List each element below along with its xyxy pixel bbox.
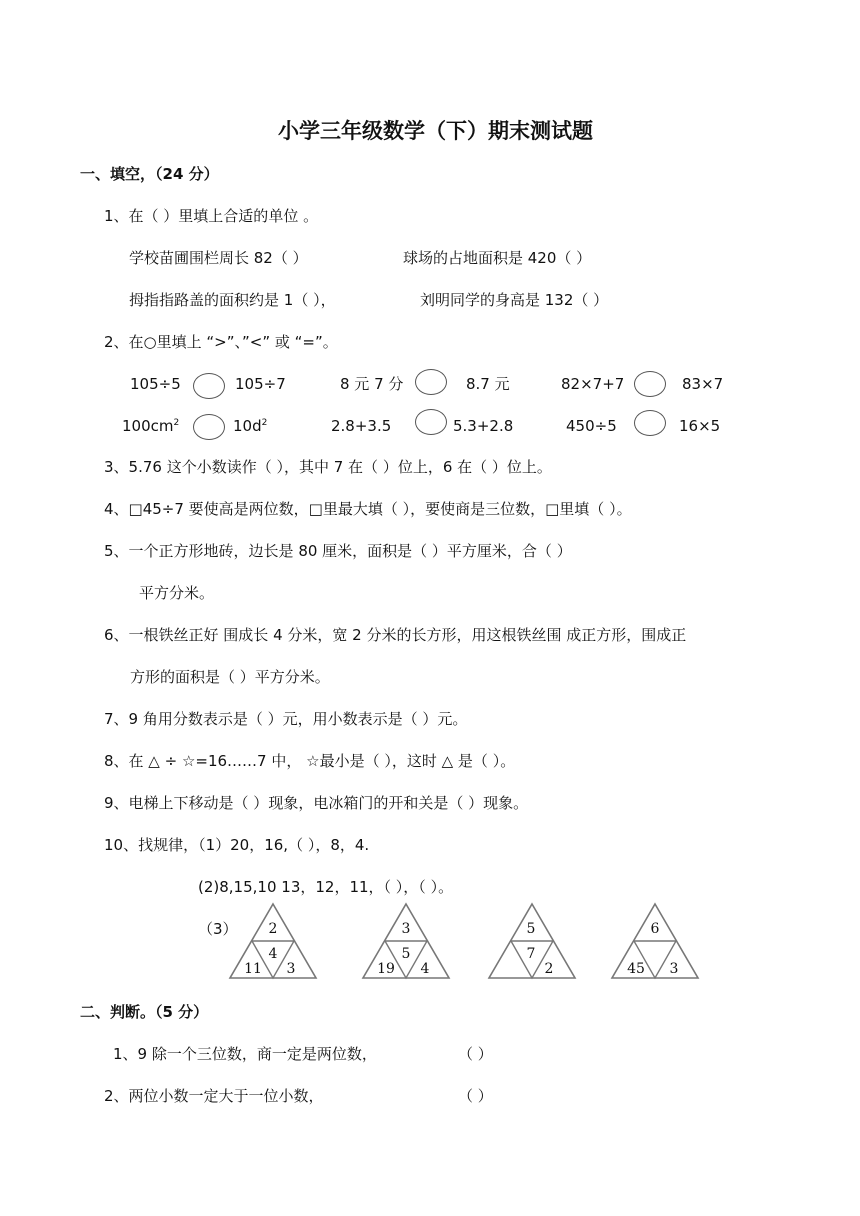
triangle-top-number: 3 [401,921,411,937]
triangle-top-number: 2 [268,921,278,937]
section1-heading: 一、填空，（24 分） [80,165,219,183]
q10-text: 10、找规律，（1）20，16,（ ），8，4. [104,836,370,854]
compare-circle[interactable] [193,414,225,440]
compare-circle[interactable] [634,371,666,397]
compare-circle[interactable] [193,373,225,399]
triangle-right-number: 4 [420,961,430,977]
q4-text: 4、□45÷7 要使高是两位数，□里最大填（ ），要使商是三位数，□里填（ ）。 [104,500,632,518]
q2-r1c1-right: 105÷7 [235,375,286,393]
triangle-right-number: 3 [669,961,679,977]
compare-circle[interactable] [634,410,666,436]
q5-text-cont: 平方分米。 [139,584,215,602]
compare-circle[interactable] [415,369,447,395]
q1-line1b: 球场的占地面积是 420（ ） [403,249,592,267]
q2-r1c1-left: 105÷5 [130,375,181,393]
q1-line1a: 学校苗圃围栏周长 82（ ） [129,249,308,267]
judge-q2-answer[interactable]: （ ） [458,1087,493,1105]
judge-q1: 1、9 除一个三位数，商一定是两位数， [113,1045,377,1063]
judge-q1-answer[interactable]: （ ） [458,1045,493,1063]
q1-line2a: 拇指指路盖的面积约是 1（ ）， [129,291,336,309]
q2-r2c1-right: $10d^2$ [233,417,268,435]
section2-heading: 二、判断。（5 分） [80,1003,209,1021]
q2-r2c1-left: $100cm^2$ [122,417,180,435]
triangle-top-number: 6 [650,921,660,937]
q9-text: 9、电梯上下移动是（ ）现象，电冰箱门的开和关是（ ）现象。 [104,794,529,812]
q10-sequence-2: (2)8,15,10 13，12，11，（ ），（ ）。 [198,878,454,896]
q1-line2b: 刘明同学的身高是 132（ ） [420,291,609,309]
q2-r2c2-left: 2.8+3.5 [331,417,392,435]
page-title: 小学三年级数学（下）期末测试题 [278,119,593,143]
q2-r1c3-left: 82×7+7 [561,375,625,393]
q2-r1c2-right: 8.7 元 [466,375,510,393]
triangle-center-number: 5 [401,946,411,962]
q2-r1c3-right: 83×7 [682,375,724,393]
q10-part3-label: （3） [198,920,238,938]
triangle-center-number: 7 [526,946,536,962]
triangle-right-number: 2 [544,961,554,977]
triangle-right-number: 3 [286,961,296,977]
q6-text-cont: 方形的面积是（ ）平方分米。 [130,668,330,686]
compare-circle[interactable] [415,409,447,435]
triangle-left-number: 11 [244,961,262,977]
triangle-left-number: 19 [377,961,395,977]
q2-prompt: 2、在○里填上 “>”、”<” 或 “=”。 [104,333,338,351]
q6-text: 6、一根铁丝正好 围成长 4 分米，宽 2 分米的长方形，用这根铁丝围 成正方形，围成正 [104,626,687,644]
q2-r1c2-left: 8 元 7 分 [340,375,404,393]
number-triangle [228,902,318,980]
triangle-top-number: 5 [526,921,536,937]
q3-text: 3、5.76 这个小数读作（ ），其中 7 在（ ）位上，6 在（ ）位上。 [104,458,552,476]
number-triangle [487,902,577,980]
q1-prompt: 1、在（ ）里填上合适的单位 。 [104,207,319,225]
q5-text: 5、一个正方形地砖，边长是 80 厘米，面积是（ ）平方厘米，合（ ） [104,542,572,560]
number-triangle [361,902,451,980]
number-triangle [610,902,700,980]
q2-r2c3-left: 450÷5 [566,417,617,435]
q8-text: 8、在 △ ÷ ☆=16……7 中， ☆最小是（ ），这时 △ 是（ ）。 [104,752,516,770]
judge-q2: 2、两位小数一定大于一位小数， [104,1087,324,1105]
q7-text: 7、9 角用分数表示是（ ）元，用小数表示是（ ）元。 [104,710,468,728]
triangle-center-number: 4 [268,946,278,962]
q2-r2c3-right: 16×5 [679,417,721,435]
triangle-left-number: 45 [627,961,645,977]
q2-r2c2-right: 5.3+2.8 [453,417,514,435]
